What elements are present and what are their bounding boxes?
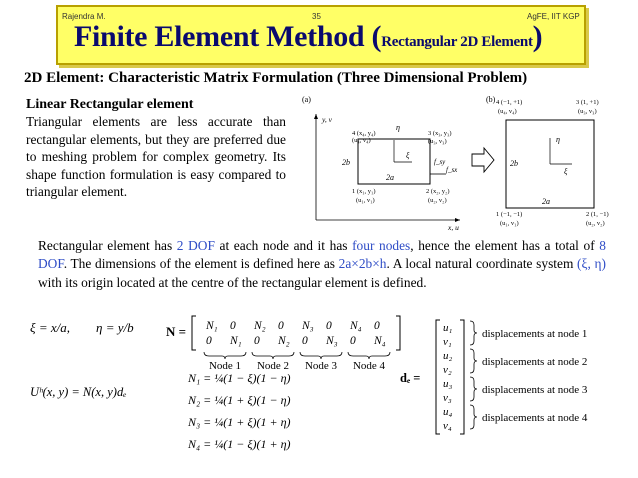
n-matrix-bracket-left	[192, 316, 196, 350]
displacement-equation: Uʰ(x, y) = N(x, y)dₑ	[30, 385, 127, 399]
node-count: four nodes	[352, 238, 411, 253]
de-bracket-right	[460, 320, 464, 434]
fig-a-width: 2a	[386, 173, 394, 182]
n-matrix-cell: 0	[230, 320, 236, 332]
fig-b-node2: 2 (1, −1)	[586, 211, 609, 218]
fig-a-node2: 2 (x₂, y₂)	[426, 188, 450, 195]
n-matrix-cell: 0	[302, 335, 308, 347]
intro-text	[26, 96, 286, 200]
fig-a-node1-disp: (u₁, v₁)	[356, 197, 375, 204]
node-brace	[204, 352, 246, 359]
node-label: Node 2	[256, 360, 290, 372]
dof-total: 8 DOF	[38, 238, 606, 272]
de-vector-cell: v₁	[443, 336, 452, 348]
natural-coords: (ξ, η)	[577, 256, 606, 272]
element-figure	[300, 92, 620, 232]
shape-function-4: N₄ = ¼(1 − ξ)(1 + η)	[188, 437, 291, 451]
n-matrix-cell: N₂	[278, 335, 290, 347]
n-matrix-cell: 0	[278, 320, 284, 332]
n-matrix-cells	[205, 320, 386, 347]
de-vector-cell: v₃	[443, 392, 452, 404]
n-matrix-label: N =	[166, 324, 187, 339]
fig-a-node2-disp: (u₂, v₂)	[428, 197, 447, 204]
node-brace	[300, 352, 342, 359]
n-matrix-cell: 0	[374, 320, 380, 332]
shape-function-3: N₃ = ¼(1 + ξ)(1 + η)	[188, 415, 291, 429]
shape-function-2: N₂ = ¼(1 + ξ)(1 − η)	[188, 393, 291, 407]
fig-a-xi: ξ	[406, 151, 410, 160]
fig-b-height: 2b	[510, 159, 518, 168]
fig-b-node1-disp: (u₁, v₁)	[500, 220, 519, 227]
dof-per-node: 2 DOF	[176, 238, 215, 253]
fig-a-fsy: f_sy	[434, 158, 446, 166]
intro-subhead: Linear Rectangular element	[26, 97, 194, 112]
fig-a-node1: 1 (x₁, y₁)	[352, 188, 376, 195]
element-dimensions: 2a×2b×h	[338, 256, 387, 272]
fig-a-fsx: f_sx	[446, 166, 458, 174]
n-matrix-cell: N₃	[302, 320, 314, 332]
fig-b-eta: η	[556, 135, 560, 144]
n-matrix-cell: N₁	[206, 320, 218, 332]
para-part-2: at each node and it has	[214, 238, 353, 253]
shape-function-1: N₁ = ¼(1 − ξ)(1 − η)	[188, 371, 291, 385]
para-part-5: . A local natural coordinate system	[386, 256, 578, 272]
node-brace	[348, 352, 390, 359]
de-vector-cell: u₁	[443, 322, 453, 334]
slide-title	[74, 20, 542, 54]
node-braces	[204, 352, 390, 372]
element-figure-svg	[300, 92, 620, 232]
de-vector-cell: u₃	[443, 378, 453, 390]
para-part-6: with its origin located at the centre of the rectangular element is defined.	[38, 274, 427, 290]
section-heading: 2D Element: Characteristic Matrix Formulation (Three Dimensional Problem)	[24, 70, 528, 86]
n-matrix-cell: 0	[350, 335, 356, 347]
institution-label: AgFE, IIT KGP	[527, 12, 580, 21]
fig-b-width: 2a	[542, 197, 550, 206]
node-label: Node 3	[304, 360, 338, 372]
node-label: Node 4	[352, 360, 386, 372]
fig-a-x-arrow	[455, 218, 460, 222]
de-vector-cells	[443, 322, 453, 432]
de-bracket-left	[436, 320, 440, 434]
displacement-labels	[470, 321, 588, 429]
n-matrix-cell: N₂	[254, 320, 266, 332]
displacement-brace	[470, 405, 477, 429]
displacement-label: displacements at node 1	[482, 328, 588, 340]
n-matrix-cell: 0	[254, 335, 260, 347]
description-paragraph	[38, 237, 606, 292]
fig-b-node4: 4 (−1, +1)	[496, 99, 523, 106]
fig-b-node3: 3 (1, +1)	[576, 99, 599, 106]
para-part-1: Rectangular element has	[38, 238, 177, 253]
n-matrix-cell: N₄	[350, 320, 362, 332]
title-sub: Rectangular 2D Element	[381, 34, 533, 50]
fig-a-y-label: y, v	[322, 115, 332, 124]
fig-b-node1: 1 (−1, −1)	[496, 211, 523, 218]
para-part-3: , hence the element has a total of	[410, 238, 600, 253]
displacement-label: displacements at node 4	[482, 412, 588, 424]
de-vector-cell: u₄	[443, 406, 453, 418]
author-label: Rajendra M.	[62, 12, 106, 21]
n-matrix-cell: N₄	[374, 335, 386, 347]
fig-a-node4-disp: (u₄, v₄)	[352, 137, 371, 144]
displacement-brace	[470, 349, 477, 373]
fig-a-label: (a)	[302, 95, 311, 104]
xi-definition: ξ = x/a,	[30, 320, 70, 335]
fig-a-y-arrow	[314, 114, 318, 119]
displacement-brace	[470, 321, 477, 345]
title-close: )	[532, 20, 543, 53]
equations-block	[24, 312, 624, 472]
fig-b-node3-disp: (u₃, v₃)	[578, 108, 597, 115]
equations-svg	[24, 312, 624, 472]
n-matrix-cell: 0	[326, 320, 332, 332]
displacement-label: displacements at node 2	[482, 356, 588, 368]
fig-a-eta: η	[396, 123, 400, 132]
fig-b-xi: ξ	[564, 167, 568, 176]
de-vector-cell: v₂	[443, 364, 452, 376]
de-label: dₑ =	[400, 371, 421, 385]
n-matrix-cell: 0	[206, 335, 212, 347]
node-label: Node 1	[208, 360, 242, 372]
eta-definition: η = y/b	[96, 320, 134, 335]
title-main: Finite Element Method (	[74, 20, 382, 53]
fig-b-label: (b)	[486, 95, 496, 104]
fig-b-node4-disp: (u₄, v₄)	[498, 108, 517, 115]
fig-a-height: 2b	[342, 158, 350, 167]
fig-b-node2-disp: (u₂, v₂)	[586, 220, 605, 227]
fig-a-x-label: x, u	[448, 223, 459, 232]
displacement-brace	[470, 377, 477, 401]
fig-a-node3-disp: (u₃, v₃)	[428, 138, 447, 145]
para-part-4: . The dimensions of the element is defined here as	[63, 256, 339, 272]
de-vector-cell: u₂	[443, 350, 453, 362]
fig-a-node4: 4 (x₄, y₄)	[352, 130, 376, 137]
node-brace	[252, 352, 294, 359]
n-matrix-cell: N₃	[326, 335, 338, 347]
n-matrix-cell: N₁	[230, 335, 242, 347]
displacement-label: displacements at node 3	[482, 384, 588, 396]
fig-a-node3: 3 (x₃, y₃)	[428, 130, 452, 137]
intro-body: Triangular elements are less accurate than rectangular elements, but they are preferred due to meshing problem for complex geometry. Its shape function formulation is easy compared to triangular element.	[26, 114, 286, 200]
mapping-arrow	[472, 148, 494, 172]
de-vector-cell: v₄	[443, 420, 452, 432]
n-matrix-bracket-right	[396, 316, 400, 350]
page-number: 35	[312, 12, 321, 21]
